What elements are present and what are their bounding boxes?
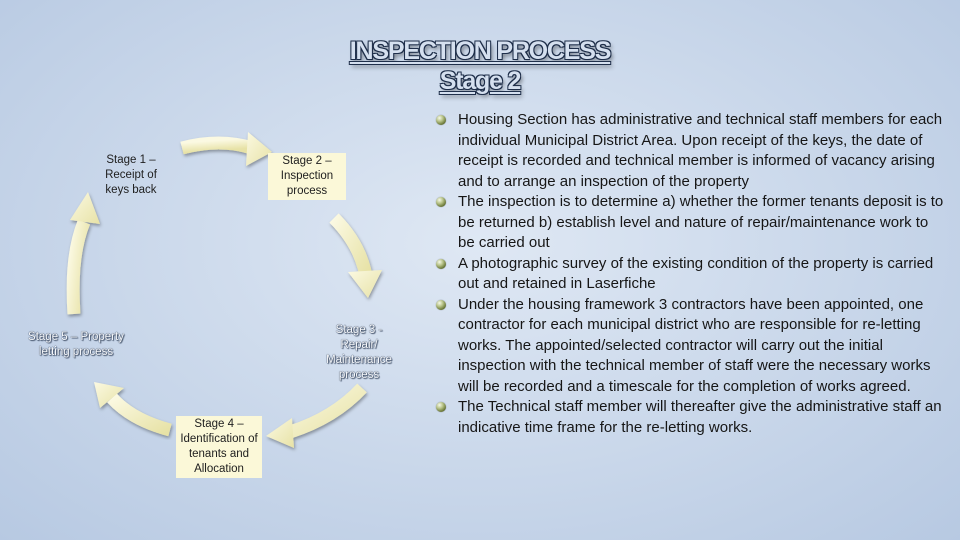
- arrow-stage1-to-stage2: [182, 132, 272, 166]
- bullet-list: [436, 110, 946, 438]
- arrow-stage4-to-stage5: [94, 382, 170, 430]
- bullet-icon: [436, 402, 446, 412]
- bullet-icon: [436, 197, 446, 207]
- list-item: The Technical staff member will thereafter give the administrative staff an indicative time frame for the re-letting works.: [436, 397, 946, 438]
- bullet-icon: [436, 259, 446, 269]
- stage-5-label: Stage 5 – Property letting process: [28, 331, 124, 358]
- stage-1-label: Stage 1 – Receipt of keys back: [105, 154, 157, 196]
- stage-3-label: Stage 3 - Repair/ Maintenance process: [326, 324, 392, 381]
- bullet-icon: [436, 115, 446, 125]
- arrow-stage2-to-stage3: [334, 218, 382, 298]
- list-item: Under the housing framework 3 contractors have been appointed, one contractor for each municipal district who are responsible for re-letting works. The appointed/selected contractor will carry out the initial inspection with the technical member of staff were the necessary works will be recorded and a timescale for the completion of works agreed.: [436, 295, 946, 398]
- arrow-stage5-to-stage1: [70, 192, 100, 314]
- list-item: The inspection is to determine a) whether the former tenants deposit is to be returned b) establish level and nature of repair/maintenance work to be carried out: [436, 192, 946, 254]
- list-item: A photographic survey of the existing condition of the property is carried out and retained in Laserfiche: [436, 254, 946, 295]
- list-item: Housing Section has administrative and technical staff members for each individual Municipal District Area. Upon receipt of the keys, the date of receipt is recorded and technical member is informed of vacancy arising and to arrange an inspection of the property: [436, 110, 946, 192]
- bullet-icon: [436, 300, 446, 310]
- arrow-stage3-to-stage4: [266, 388, 362, 448]
- stage-4-label: Stage 4 – Identification of tenants and Allocation: [176, 416, 262, 478]
- stage-2-label: Stage 2 – Inspection process: [268, 153, 346, 200]
- page-title: INSPECTION PROCESS: [349, 37, 611, 65]
- page-subtitle: Stage 2: [439, 67, 521, 95]
